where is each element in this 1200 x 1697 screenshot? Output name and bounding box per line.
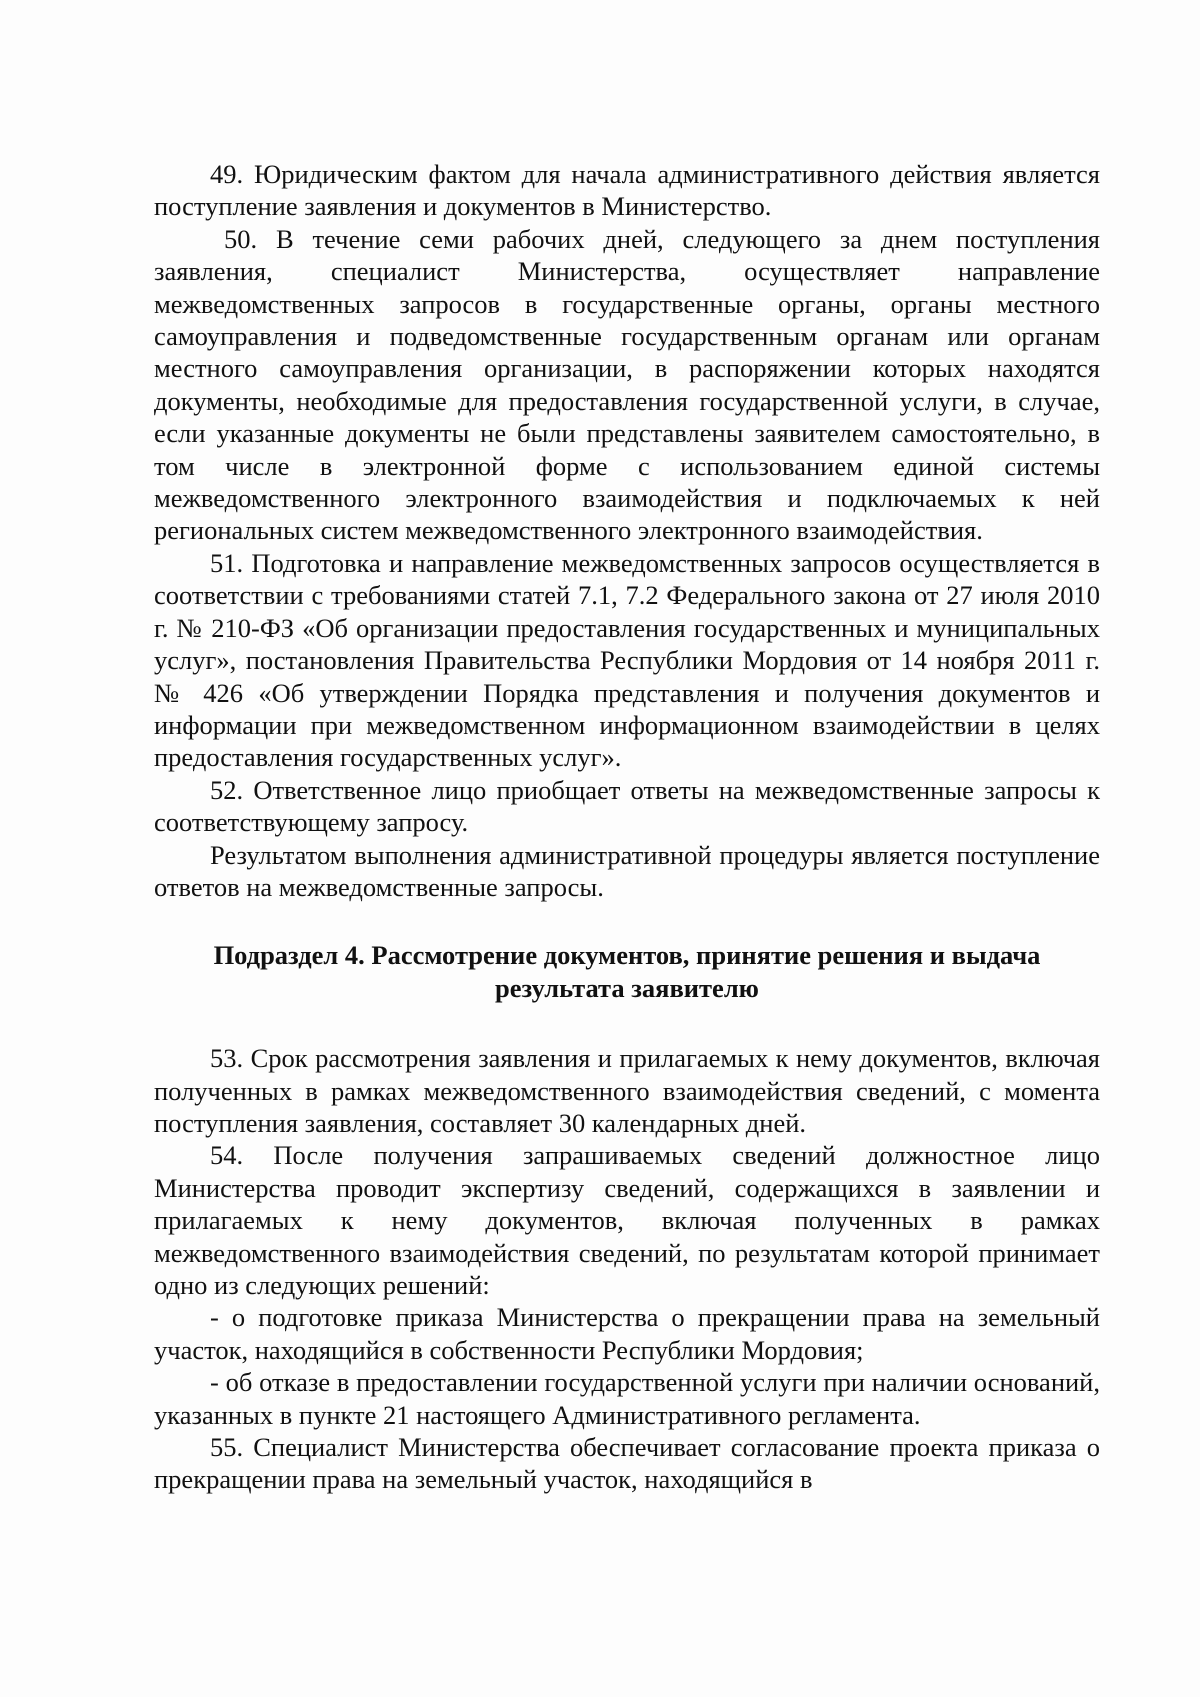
- section-title: [154, 939, 1100, 1004]
- section-title-line-2: результата заявителю: [495, 972, 759, 1003]
- paragraph-52: 52. Ответственное лицо приобщает ответы на межведомственные запросы к соответствующему запросу.: [154, 774, 1100, 838]
- paragraph-49: 49. Юридическим фактом для начала административного действия является поступление заявления и документов в Министерство.: [154, 159, 1100, 222]
- list-item-order-preparation: - о подготовке приказа Министерства о прекращении права на земельный участок, находящийся в собственности Республики Мордовия;: [154, 1302, 1100, 1365]
- paragraph-55: 55. Специалист Министерства обеспечивает согласование проекта приказа о прекращении права на земельный участок, находящийся в: [154, 1432, 1100, 1495]
- paragraph-54: 54. После получения запрашиваемых сведений должностное лицо Министерства проводит экспертизу сведений, содержащихся в заявлении и прилагаемых к нему документов, включая полученных в рамках межведомственного взаимодействия сведений, по результатам которой принимает одно из следующих решений:: [154, 1140, 1100, 1300]
- list-item-refusal: - об отказе в предоставлении государственной услуги при наличии оснований, указанных в пункте 21 настоящего Административного регламента.: [154, 1367, 1100, 1430]
- section-title-line-1: Подраздел 4. Рассмотрение документов, принятие решения и выдача: [213, 940, 1041, 971]
- paragraph-result: Результатом выполнения административной процедуры является поступление ответов на межведомственные запросы.: [154, 839, 1100, 902]
- document-body: [154, 158, 1100, 1496]
- paragraph-53: 53. Срок рассмотрения заявления и прилагаемых к нему документов, включая полученных в рамках межведомственного взаимодействия сведений, с момента поступления заявления, составляет 30 календарных дней.: [154, 1043, 1100, 1138]
- paragraph-51: 51. Подготовка и направление межведомственных запросов осуществляется в соответствии с требованиями статей 7.1, 7.2 Федерального закона от 27 июля 2010 г. № 210-ФЗ «Об организации предоставления государственных и муниципальных услуг», постановления Правительства Республики Мордовия от 14 ноября 2011 г. № 426 «Об утверждении Порядка представления и получения документов и информации при межведомственном информационном взаимодействии в целях предоставления государственных услуг».: [154, 547, 1100, 773]
- paragraph-50: 50. В течение семи рабочих дней, следующего за днем поступления заявления, специалист Министерства, осуществляет направление межведомственных запросов в государственные органы, органы местного самоуправления и подведомственные государственным органам или органам местного самоуправления организации, в распоряжении которых находятся документы, необходимые для предоставления государственной услуги, в случае, если указанные документы не были представлены заявителем самостоятельно, в том числе в электронной форме с использованием единой системы межведомственного электронного взаимодействия и подключаемых к ней региональных систем межведомственного электронного взаимодействия.: [154, 223, 1100, 546]
